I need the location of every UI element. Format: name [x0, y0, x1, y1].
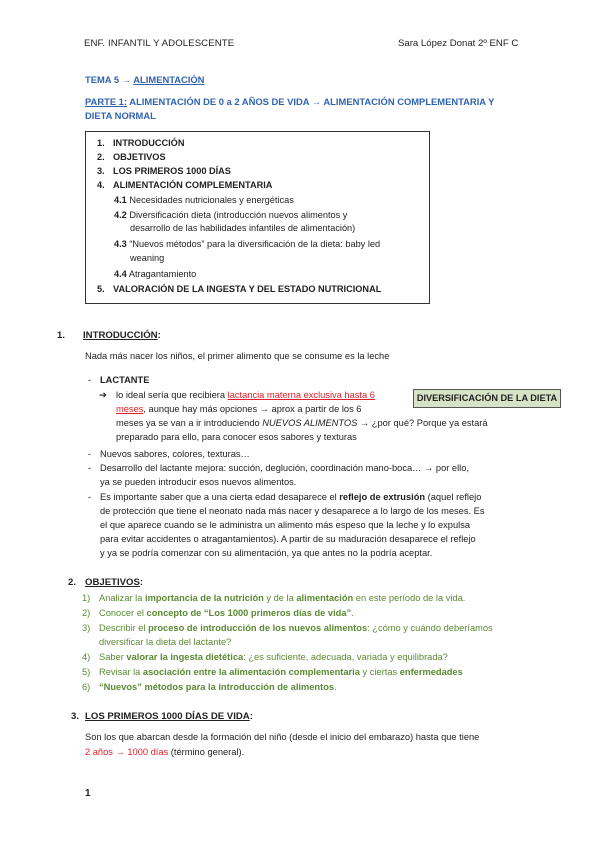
bullet-desarrollo-1: Desarrollo del lactante mejora: succión, deglución, coordinación mano-boca… → por ello,	[100, 463, 469, 473]
toc-item-2: 2. OBJETIVOS	[97, 152, 166, 162]
tema-title	[85, 74, 204, 85]
toc-item-5: 5. VALORACIÓN DE LA INGESTA Y DEL ESTADO NUTRICIONAL	[97, 284, 382, 294]
section-2-heading: 2. OBJETIVOS:	[68, 577, 144, 588]
objetivo-1: 1) Analizar la importancia de la nutrición y de la alimentación en este período de la vida.	[82, 593, 466, 603]
toc-sub-4-2: 4.2 Diversificación dieta (introducción nuevos alimentos y	[114, 210, 348, 220]
section-3-heading: 3. LOS PRIMEROS 1000 DÍAS DE VIDA:	[71, 711, 253, 722]
parte-line1	[85, 96, 494, 107]
page-number: 1	[85, 788, 91, 799]
header-author: Sara López Donat 2º ENF C	[398, 38, 519, 49]
parte-text-1: ALIMENTACIÓN DE 0 a 2 AÑOS DE VIDA → ALIMENTACIÓN COMPLEMENTARIA Y	[129, 96, 495, 107]
objetivo-2: 2) Conocer el concepto de “Los 1000 primeros días de vida”.	[82, 608, 354, 618]
bullet-reflejo-3: el que aparece cuando se le administra un alimento más espeso que la leche y lo expulsa	[100, 520, 471, 530]
bullet-reflejo-2: de protección que tiene el neonato nada más nacer y desaparece a lo largo de los meses. Es	[100, 506, 485, 516]
toc-sub-4-2-cont: desarrollo de las habilidades infantiles de alimentación)	[130, 223, 356, 233]
bullet-dash: -	[88, 492, 92, 502]
toc-item-3: 3. LOS PRIMEROS 1000 DÍAS	[97, 166, 231, 176]
objetivo-3-cont: diversificar la dieta del lactante?	[99, 637, 232, 647]
toc-item-1: 1. INTRODUCCIÓN	[97, 138, 185, 148]
table-of-contents	[85, 131, 430, 304]
lactante-line-3: meses ya se van a ir introduciendo NUEVOS ALIMENTOS → ¿por qué? Porque ya estará	[116, 418, 488, 428]
toc-sub-4-3-cont: weaning	[130, 253, 165, 263]
arrow-icon: ➔	[99, 390, 107, 400]
objetivo-4: 4) Saber valorar la ingesta dietética: ¿es suficiente, adecuada, variada y equilibrada?	[82, 652, 448, 662]
diversificacion-badge: DIVERSIFICACIÓN DE LA DIETA	[413, 389, 561, 408]
toc-sub-4-3: 4.3 “Nuevos métodos” para la diversificación de la dieta: baby led	[114, 239, 381, 249]
parte-label: PARTE 1:	[85, 96, 128, 107]
toc-sub-4-1: 4.1 Necesidades nutricionales y energéticas	[114, 195, 294, 205]
header-course: ENF. INFANTIL Y ADOLESCENTE	[84, 38, 235, 49]
bullet-sabores: Nuevos sabores, colores, texturas…	[100, 449, 250, 459]
lactante-line-4: preparado para ello, para conocer esos sabores y texturas	[116, 432, 357, 442]
intro-text: Nada más nacer los niños, el primer alimento que se consume es la leche	[85, 351, 390, 361]
bullet-desarrollo-2: ya se pueden introducir esos nuevos alimentos.	[100, 477, 297, 487]
bullet-dash: -	[88, 463, 92, 473]
parte-text-2: DIETA NORMAL	[85, 110, 156, 121]
bullet-reflejo-4: para evitar accidentes o atragantamientos). A partir de su maduración desaparece el reflejo	[100, 534, 476, 544]
bullet-dash: -	[88, 449, 92, 459]
lactante-line-2: meses, aunque hay más opciones → aprox a partir de los 6	[116, 404, 362, 414]
section-1-heading: 1. INTRODUCCIÓN:	[57, 330, 161, 341]
bullet-reflejo-5: y ya se podría comenzar con su alimentación, ya que antes no la podría aceptar.	[100, 548, 433, 558]
primeros-dias-line-2: 2 años → 1000 días (término general).	[85, 747, 245, 757]
tema-name: ALIMENTACIÓN	[133, 74, 205, 85]
tema-prefix: TEMA 5 →	[85, 74, 132, 85]
toc-item-4: 4. ALIMENTACIÓN COMPLEMENTARIA	[97, 180, 273, 190]
primeros-dias-line-1: Son los que abarcan desde la formación del niño (desde el inicio del embarazo) hasta que tiene	[85, 732, 480, 742]
objetivo-6: 6) “Nuevos” métodos para la introducción de alimentos.	[82, 682, 337, 692]
lactante-label: LACTANTE	[100, 375, 150, 385]
toc-sub-4-4: 4.4 Atragantamiento	[114, 269, 197, 279]
objetivo-5: 5) Revisar la asociación entre la alimentación complementaria y ciertas enfermedades	[82, 667, 463, 677]
lactante-line-1: lo ideal sería que recibiera lactancia materna exclusiva hasta 6	[116, 390, 375, 400]
objetivo-3: 3) Describir el proceso de introducción de los nuevos alimentos: ¿cómo y cuándo deberíamos	[82, 623, 493, 633]
bullet-dash: -	[88, 375, 92, 385]
bullet-reflejo-1: Es importante saber que a una cierta edad desaparece el reflejo de extrusión (aquel reflejo	[100, 492, 482, 502]
